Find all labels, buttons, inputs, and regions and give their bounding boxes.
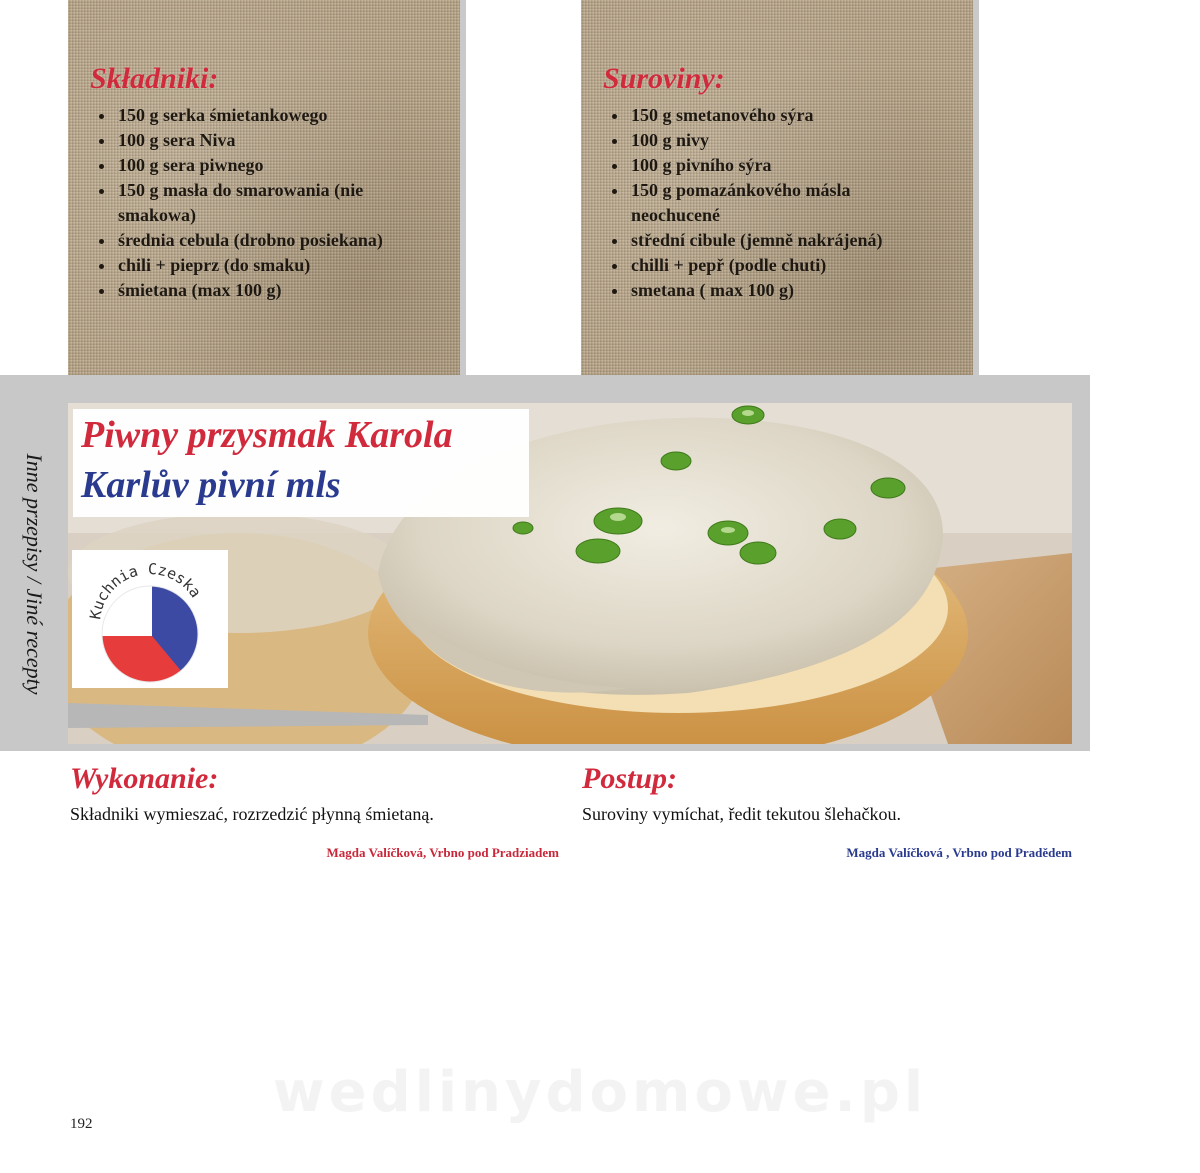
list-item: • 150 g serka śmietankowego: [116, 103, 408, 128]
list-item: • śmietana (max 100 g): [116, 278, 408, 303]
recipe-title-czech: Karlův pivní mls: [81, 464, 341, 506]
watermark: wedlinydomowe.pl: [272, 1060, 928, 1125]
list-item: • chilli + pepř (podle chuti): [629, 253, 911, 278]
list-item: • 150 g masła do smarowania (nie smakowa): [116, 178, 408, 228]
badge-label: Kuchnia Czeska: [86, 559, 205, 621]
recipe-title-polish: Piwny przysmak Karola: [81, 414, 453, 456]
czech-ingredients-heading: Suroviny:: [603, 62, 725, 95]
czech-ingredients-panel: [581, 0, 973, 403]
polish-method-text: Składniki wymieszać, rozrzedzić płynną śmietaną.: [70, 804, 434, 824]
recipe-title-box: [73, 409, 529, 517]
list-item: • chili + pieprz (do smaku): [116, 253, 408, 278]
czech-method-heading: Postup:: [582, 762, 678, 795]
czech-flag-circle-icon: [100, 584, 200, 684]
list-item: • 100 g sera piwnego: [116, 153, 408, 178]
polish-ingredients-heading: Składniki:: [90, 62, 219, 95]
czech-author-credit: Magda Valíčková , Vrbno pod Pradědem: [846, 845, 1072, 860]
list-item: • smetana ( max 100 g): [629, 278, 911, 303]
list-item: • střední cibule (jemně nakrájená): [629, 228, 911, 253]
list-item: • 150 g smetanového sýra: [629, 103, 911, 128]
czech-ingredients-list: [607, 103, 911, 303]
list-item: • 100 g sera Niva: [116, 128, 408, 153]
side-tab-label: Inne przepisy / Jiné recepty: [22, 453, 47, 695]
list-item: • 100 g pivního sýra: [629, 153, 911, 178]
polish-author-credit: Magda Valíčková, Vrbno pod Pradziadem: [326, 845, 559, 860]
czech-method-text: Suroviny vymíchat, ředit tekutou šlehačkou.: [582, 804, 901, 824]
list-item: • 100 g nivy: [629, 128, 911, 153]
list-item: • średnia cebula (drobno posiekana): [116, 228, 408, 253]
kuchnia-czeska-badge: [72, 550, 228, 688]
polish-method-heading: Wykonanie:: [70, 762, 219, 795]
list-item: • 150 g pomazánkového másla neochucené: [629, 178, 911, 228]
polish-ingredients-list: [94, 103, 408, 303]
polish-ingredients-panel: [68, 0, 460, 403]
page-number: 192: [70, 1116, 93, 1132]
